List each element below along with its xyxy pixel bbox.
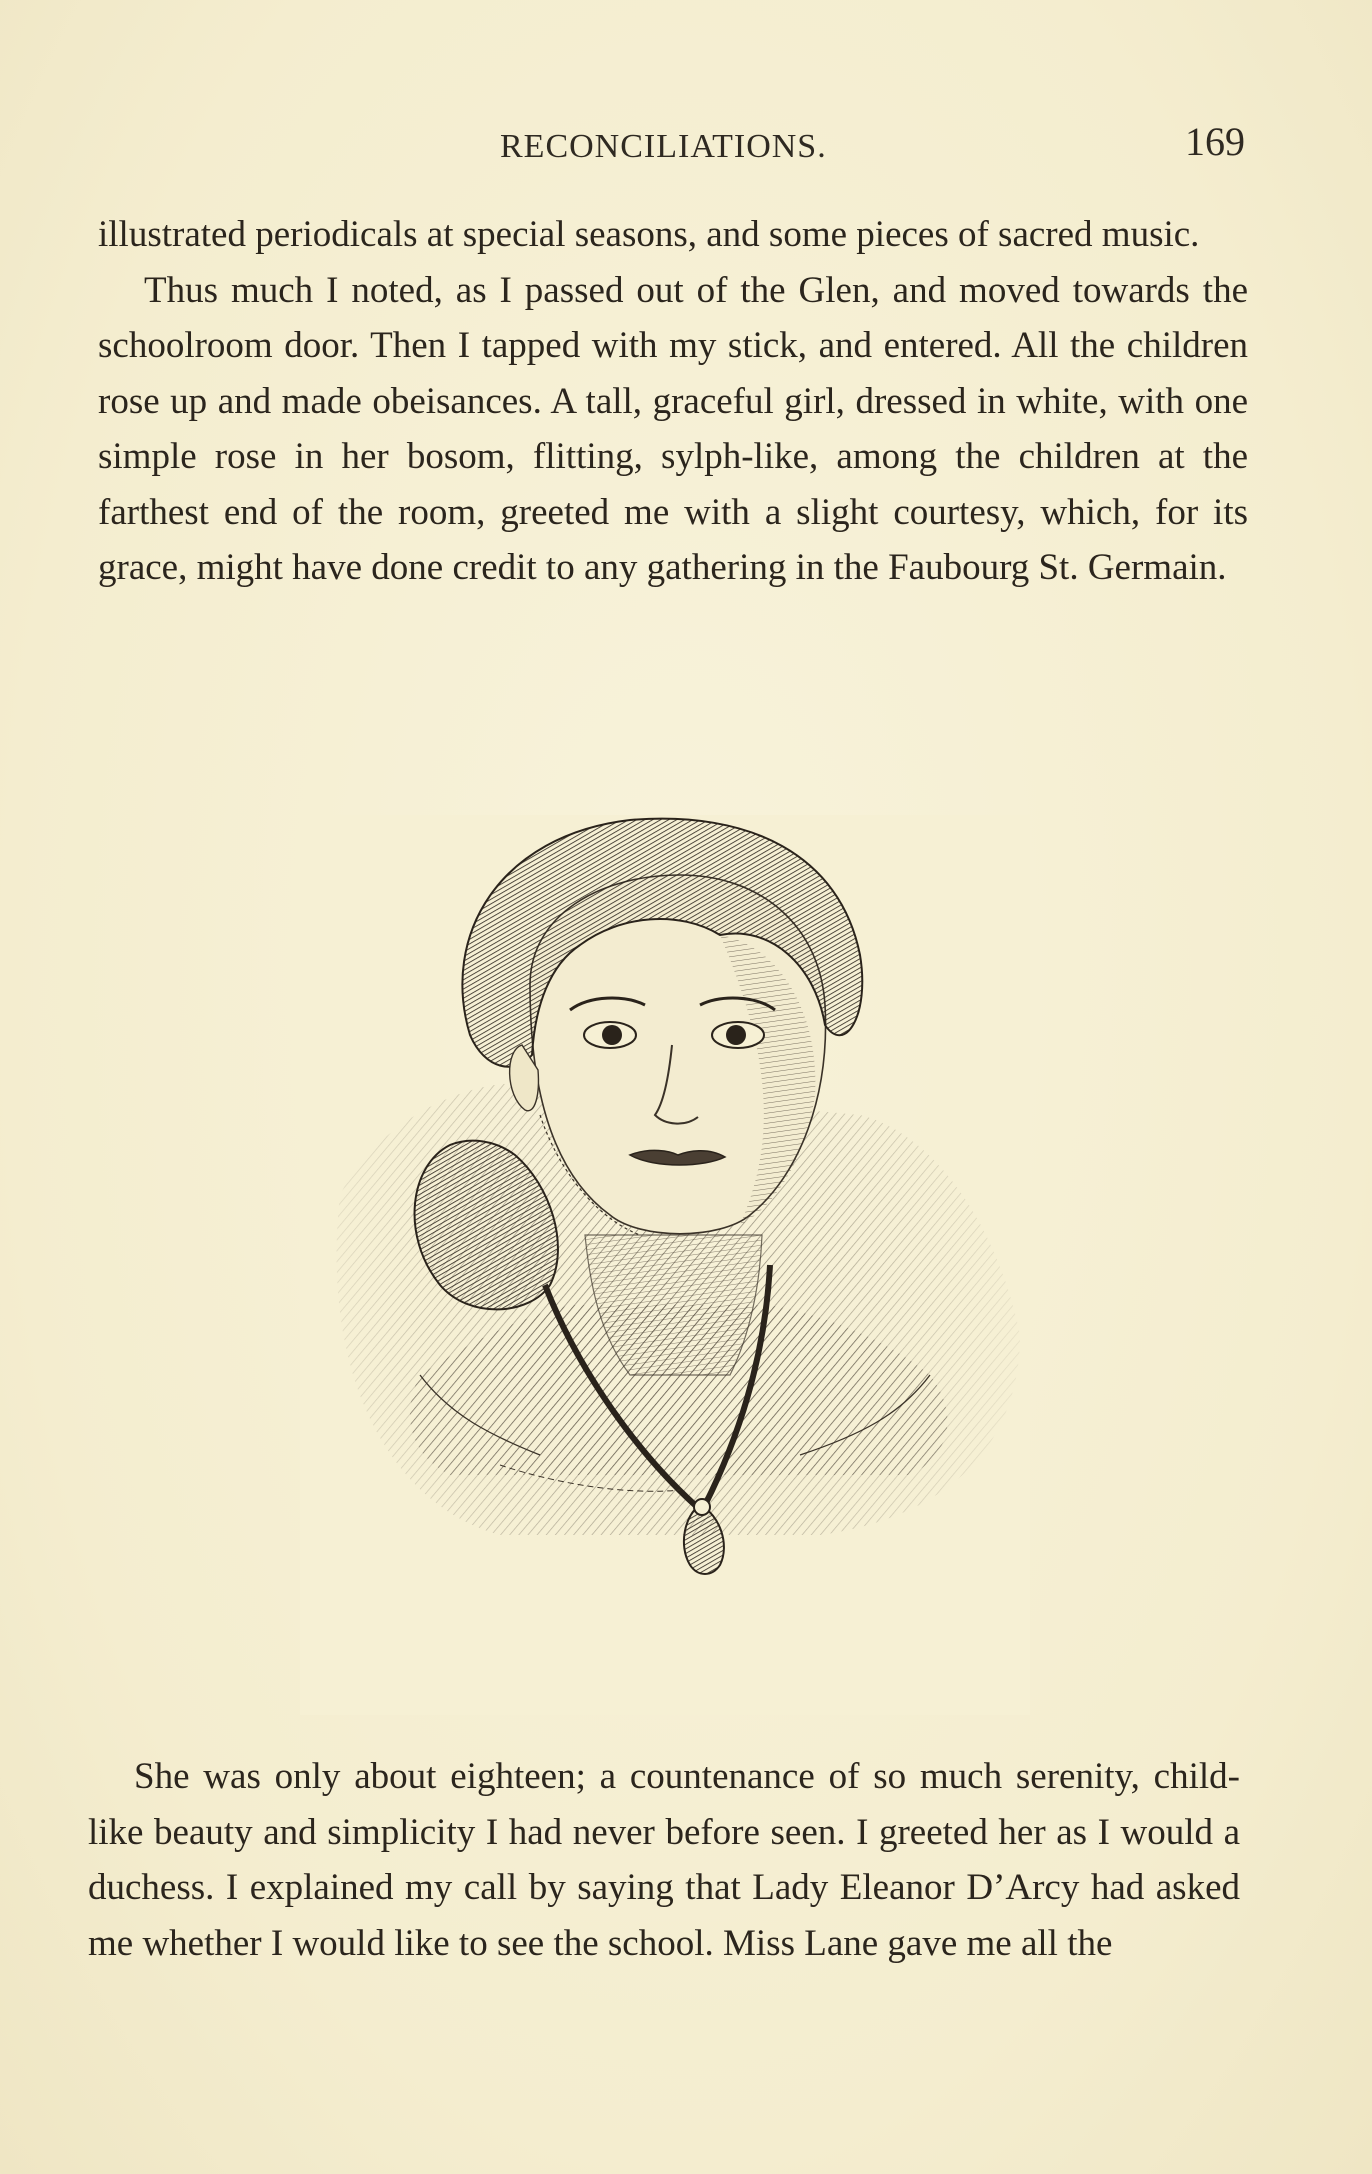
paragraph-eighteen: She was only about eighteen; a countenance of so much serenity, child-like beauty and simplicity I had never before seen. I greeted her as I would a duchess. I explained my call by saying that Lady Eleanor D’Arcy had asked me whether I would like to see the school. Miss Lane gave me all the bbox=[88, 1756, 1240, 1964]
paragraph-continuation: illustrated periodicals at special seasons, and some pieces of sacred music. bbox=[98, 214, 1200, 255]
portrait-illustration bbox=[300, 815, 1030, 1715]
engraved-portrait-of-young-woman bbox=[300, 815, 1030, 1715]
running-head bbox=[0, 118, 1372, 168]
paragraph-schoolroom: Thus much I noted, as I passed out of the Glen, and moved towards the schoolroom door. Then I tapped with my stick, and entered. All the children rose up and made obeisances. A tall, graceful girl, dressed in white, with one simple rose in her bosom, flitting, sylph-like, among the children at the farthest end of the room, greeted me with a slight courtesy, which, for its grace, might have done credit to any gathering in the Faubourg St. Germain. bbox=[98, 269, 1248, 588]
body-text-top bbox=[98, 207, 1248, 596]
page-number: 169 bbox=[1185, 119, 1245, 164]
body-text-bottom bbox=[88, 1749, 1240, 1971]
running-title: RECONCILIATIONS. bbox=[500, 128, 827, 165]
